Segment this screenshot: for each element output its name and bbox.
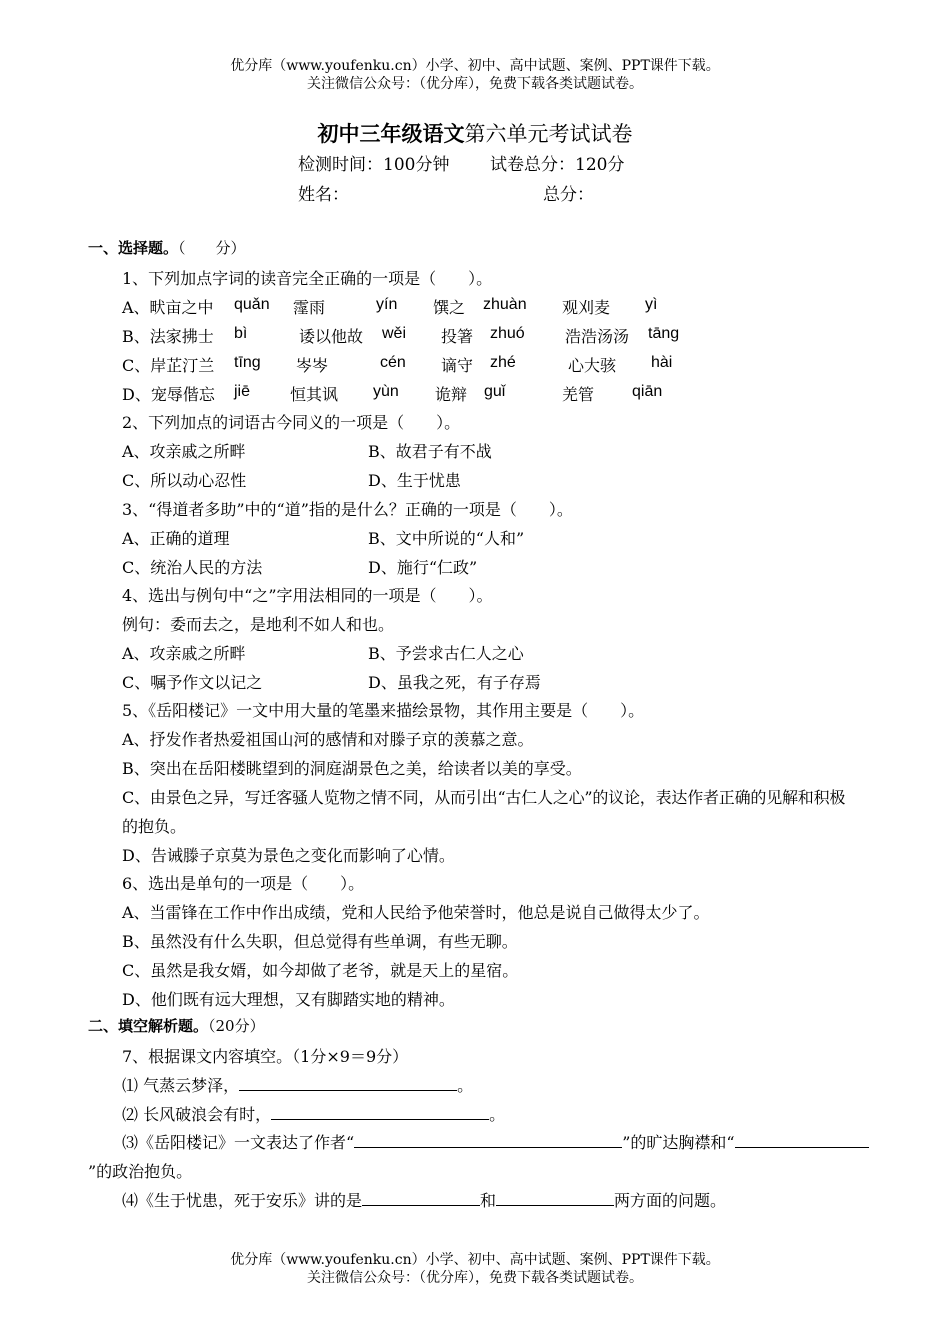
name-label: 姓名： [298, 185, 349, 205]
q7-item-3: ⑶《岳阳楼记》一文表达了作者“ ”的旷达胸襟和“ [122, 1130, 869, 1153]
q1-stem: 1、下列加点字词的读音完全正确的一项是（ ）。 [122, 269, 493, 288]
q7-item-3-blank-1[interactable] [354, 1133, 622, 1148]
q3-stem: 3、“得道者多助”中的“道”指的是什么？正确的一项是（ ）。 [122, 500, 573, 519]
q6-stem: 6、选出是单句的一项是（ ）。 [122, 874, 365, 893]
page-header-line1: 优分库（www.youfenku.cn）小学、初中、高中试题、案例、PPT课件下载。 [230, 58, 720, 74]
q3-option-b: B、文中所说的“人和” [368, 529, 525, 548]
exam-title-rest: 第六单元考试试卷 [464, 122, 633, 146]
q4-option-a: A、攻亲戚之所畔 [122, 644, 246, 663]
q4-example: 例句：委而去之，是地利不如人和也。 [122, 615, 395, 634]
q2-option-a: A、攻亲戚之所畔 [122, 442, 246, 461]
exam-title [0, 118, 950, 148]
q6-option-d: D、他们既有远大理想，又有脚踏实地的精神。 [122, 990, 455, 1009]
q7-item-4: ⑷《生于忧患，死于安乐》讲的是 和 两方面的问题。 [122, 1191, 727, 1210]
q7-item-2-blank[interactable] [271, 1105, 489, 1120]
q7-stem: 7、根据课文内容填空。（1分×9＝9分） [122, 1047, 409, 1066]
q2-option-d: D、生于忧患 [368, 471, 461, 490]
score-label: 总分： [543, 185, 594, 205]
q2-option-c: C、所以动心忍性 [122, 471, 247, 490]
q7-item-3-cont: ”的政治抱负。 [88, 1162, 193, 1181]
q2-stem: 2、下列加点的词语古今同义的一项是（ ）。 [122, 413, 461, 432]
page-footer-line2: 关注微信公众号：（优分库），免费下载各类试题试卷。 [307, 1270, 643, 1286]
section-1-heading: 一、选择题。（ 分） [88, 239, 246, 257]
q7-item-2: ⑵ 长风破浪会有时， 。 [122, 1105, 506, 1124]
section-2-heading: 二、填空解析题。（20分） [88, 1017, 265, 1035]
q6-option-c: C、虽然是我女婿，如今却做了老爷，就是天上的星宿。 [122, 961, 519, 980]
q7-item-1: ⑴ 气蒸云梦泽， 。 [122, 1076, 474, 1095]
exam-time: 检测时间：100分钟 [298, 155, 450, 175]
q5-option-a: A、抒发作者热爱祖国山河的感情和对滕子京的羡慕之意。 [122, 730, 534, 749]
q6-option-a: A、当雷锋在工作中作出成绩，党和人民给予他荣誉时，他总是说自己做得太少了。 [122, 903, 710, 922]
q3-option-c: C、统治人民的方法 [122, 558, 263, 577]
q5-stem: 5、《岳阳楼记》一文中用大量的笔墨来描绘景物，其作用主要是（ ）。 [122, 701, 645, 720]
page-footer-line1: 优分库（www.youfenku.cn）小学、初中、高中试题、案例、PPT课件下载。 [230, 1252, 720, 1268]
exam-total: 试卷总分：120分 [490, 155, 625, 175]
exam-title-bold: 初中三年级语文 [317, 121, 465, 146]
q7-item-4-blank-2[interactable] [496, 1191, 614, 1206]
q7-item-3-blank-2[interactable] [735, 1133, 869, 1148]
q7-item-4-blank-1[interactable] [362, 1191, 480, 1206]
q5-option-d: D、告诫滕子京莫为景色之变化而影响了心情。 [122, 846, 455, 865]
q4-option-b: B、予尝求古仁人之心 [368, 644, 524, 663]
q6-option-b: B、虽然没有什么失职，但总觉得有些单调，有些无聊。 [122, 932, 518, 951]
q3-option-d: D、施行“仁政” [368, 558, 478, 577]
q5-option-c-line1: C、由景色之异，写迁客骚人览物之情不同，从而引出“古仁人之心”的议论，表达作者正确的见解和积极 [122, 788, 846, 807]
q7-item-1-blank[interactable] [239, 1076, 457, 1091]
q4-stem: 4、选出与例句中“之”字用法相同的一项是（ ）。 [122, 586, 493, 605]
q5-option-c-line2: 的抱负。 [122, 817, 187, 836]
q3-option-a: A、正确的道理 [122, 529, 230, 548]
page-header-line2: 关注微信公众号：（优分库），免费下载各类试题试卷。 [307, 76, 643, 92]
q4-option-d: D、虽我之死，有子存焉 [368, 673, 541, 692]
q2-option-b: B、故君子有不战 [368, 442, 492, 461]
q5-option-b: B、突出在岳阳楼眺望到的洞庭湖景色之美，给读者以美的享受。 [122, 759, 582, 778]
q4-option-c: C、嘱予作文以记之 [122, 673, 263, 692]
